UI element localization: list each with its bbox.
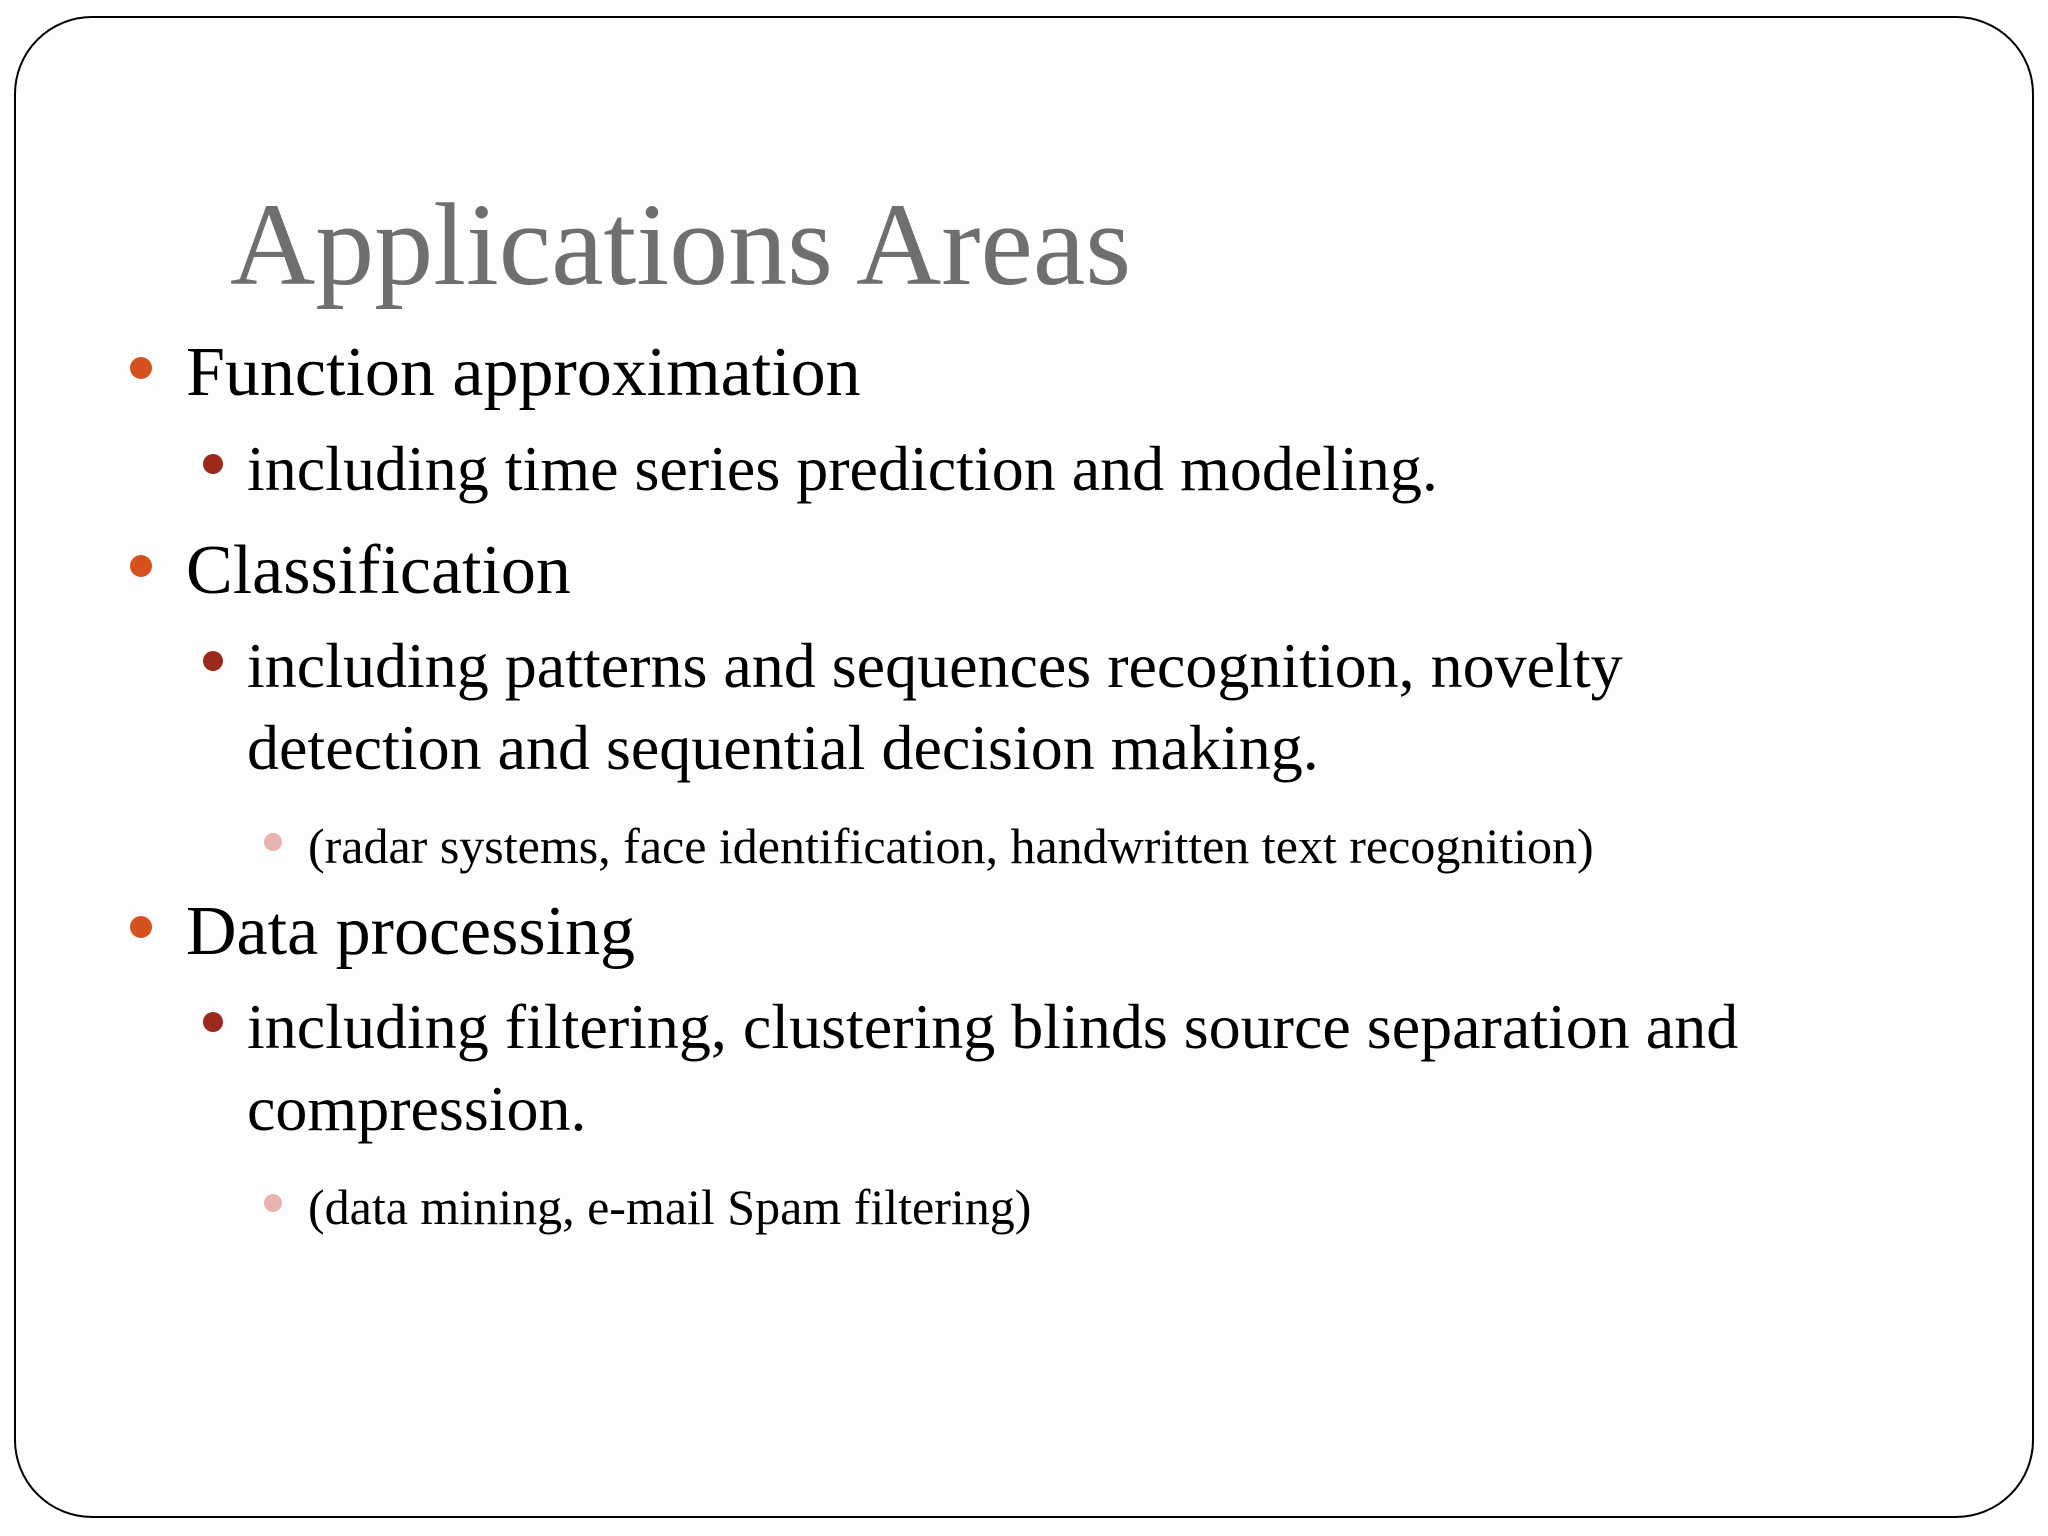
sub-sub-bullet-dot-icon [264, 1194, 282, 1212]
bullet-text: Data processing [186, 893, 636, 970]
sub-bullet-text-line2: detection and sequential decision making. [247, 712, 1319, 783]
sub-bullet-text: including time series prediction and modeling. [247, 433, 1438, 504]
bullet-text: Function approximation [186, 334, 861, 411]
sub-bullet-text-line1: including patterns and sequences recognition, novelty [247, 630, 1623, 701]
sub-bullet-dot-icon [203, 454, 223, 474]
sub-bullet-dot-icon [203, 1012, 223, 1032]
sub-sub-bullet-dot-icon [264, 833, 282, 851]
slide-title: Applications Areas [230, 179, 1132, 310]
sub-bullet-filtering-clustering [247, 986, 1738, 1150]
sub-bullet-patterns-recognition [247, 625, 1623, 789]
sub-sub-bullet-radar-systems [308, 816, 1594, 876]
bullet-dot-icon [130, 555, 152, 577]
bullet-item-classification [186, 531, 571, 611]
sub-sub-bullet-text: (radar systems, face identification, handwritten text recognition) [308, 818, 1594, 874]
sub-sub-bullet-data-mining [308, 1177, 1031, 1237]
bullet-item-function-approximation [186, 333, 861, 413]
bullet-dot-icon [130, 916, 152, 938]
bullet-item-data-processing [186, 892, 635, 972]
sub-sub-bullet-text: (data mining, e-mail Spam filtering) [308, 1179, 1032, 1235]
bullet-text: Classification [186, 532, 571, 609]
sub-bullet-dot-icon [203, 651, 223, 671]
sub-bullet-text-line2: compression. [247, 1073, 587, 1144]
bullet-dot-icon [130, 357, 152, 379]
sub-bullet-text-line1: including filtering, clustering blinds source separation and [247, 991, 1739, 1062]
slide [14, 16, 2034, 1518]
sub-bullet-time-series [247, 428, 1438, 510]
